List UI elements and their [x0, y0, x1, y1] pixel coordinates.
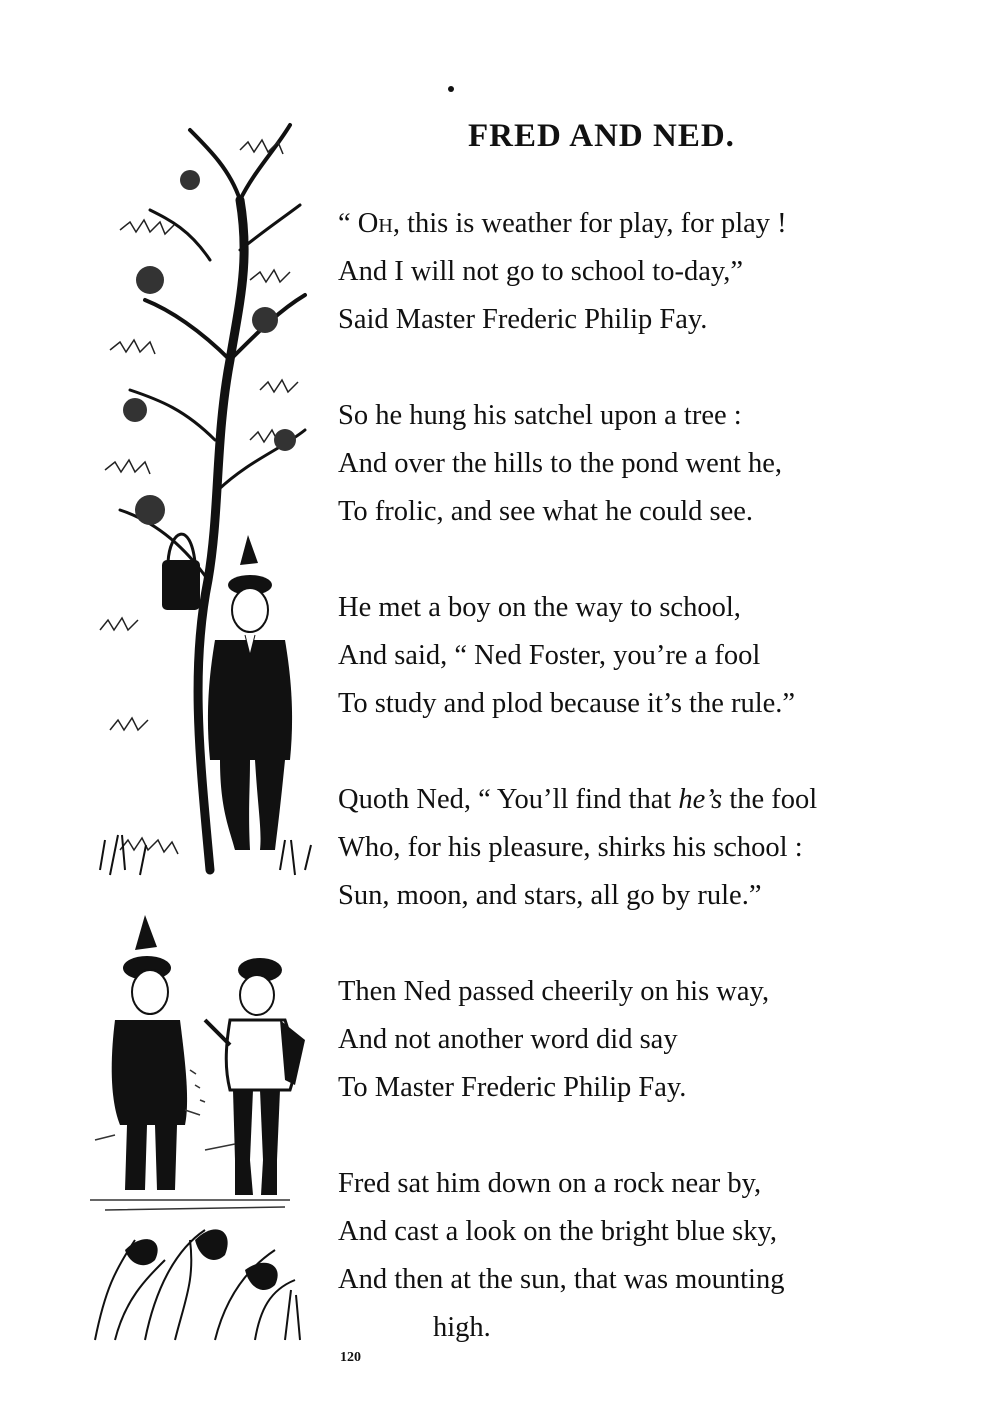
- poem-title-text: FRED AND NED.: [468, 118, 735, 154]
- poem-title: [468, 118, 757, 155]
- poem-line: To study and plod because it’s the rule.”: [338, 688, 796, 719]
- poem-line: To Master Frederic Philip Fay.: [338, 1072, 687, 1103]
- poem-line: To frolic, and see what he could see.: [338, 496, 754, 527]
- two-boys-illustration: [85, 910, 315, 1350]
- poem-line: And over the hills to the pond went he,: [338, 448, 783, 479]
- poem-line: And I will not go to school to-day,”: [338, 256, 744, 287]
- stanza-6: [338, 1160, 938, 1352]
- poem-line: He met a boy on the way to school,: [338, 592, 741, 623]
- stanza-2: [338, 392, 938, 536]
- print-speck: [448, 86, 454, 92]
- poem-line: Who, for his pleasure, shirks his school :: [338, 832, 803, 863]
- poem-line: Fred sat him down on a rock near by,: [338, 1168, 762, 1199]
- poem-line: And not another word did say: [338, 1024, 678, 1055]
- poem-line: Then Ned passed cheerily on his way,: [338, 976, 770, 1007]
- poem-line: So he hung his satchel upon a tree :: [338, 400, 742, 431]
- poem-line: And then at the sun, that was mounting: [338, 1264, 785, 1295]
- poem-line: Quoth Ned, “ You’ll find that he’s the fool: [338, 784, 818, 815]
- poem-line: And cast a look on the bright blue sky,: [338, 1216, 778, 1247]
- poem-line: high.: [433, 1312, 491, 1343]
- page-number: 120: [340, 1350, 361, 1365]
- poem-line: Said Master Frederic Philip Fay.: [338, 304, 708, 335]
- stanza-1: [338, 200, 938, 344]
- stanza-4: [338, 776, 938, 920]
- poem-line: Sun, moon, and stars, all go by rule.”: [338, 880, 762, 911]
- stanza-3: [338, 584, 938, 728]
- poem-line: And said, “ Ned Foster, you’re a fool: [338, 640, 761, 671]
- poem-line: “ Oh, this is weather for play, for play !: [338, 208, 787, 239]
- tree-boy-illustration: [90, 110, 320, 900]
- stanza-5: [338, 968, 938, 1112]
